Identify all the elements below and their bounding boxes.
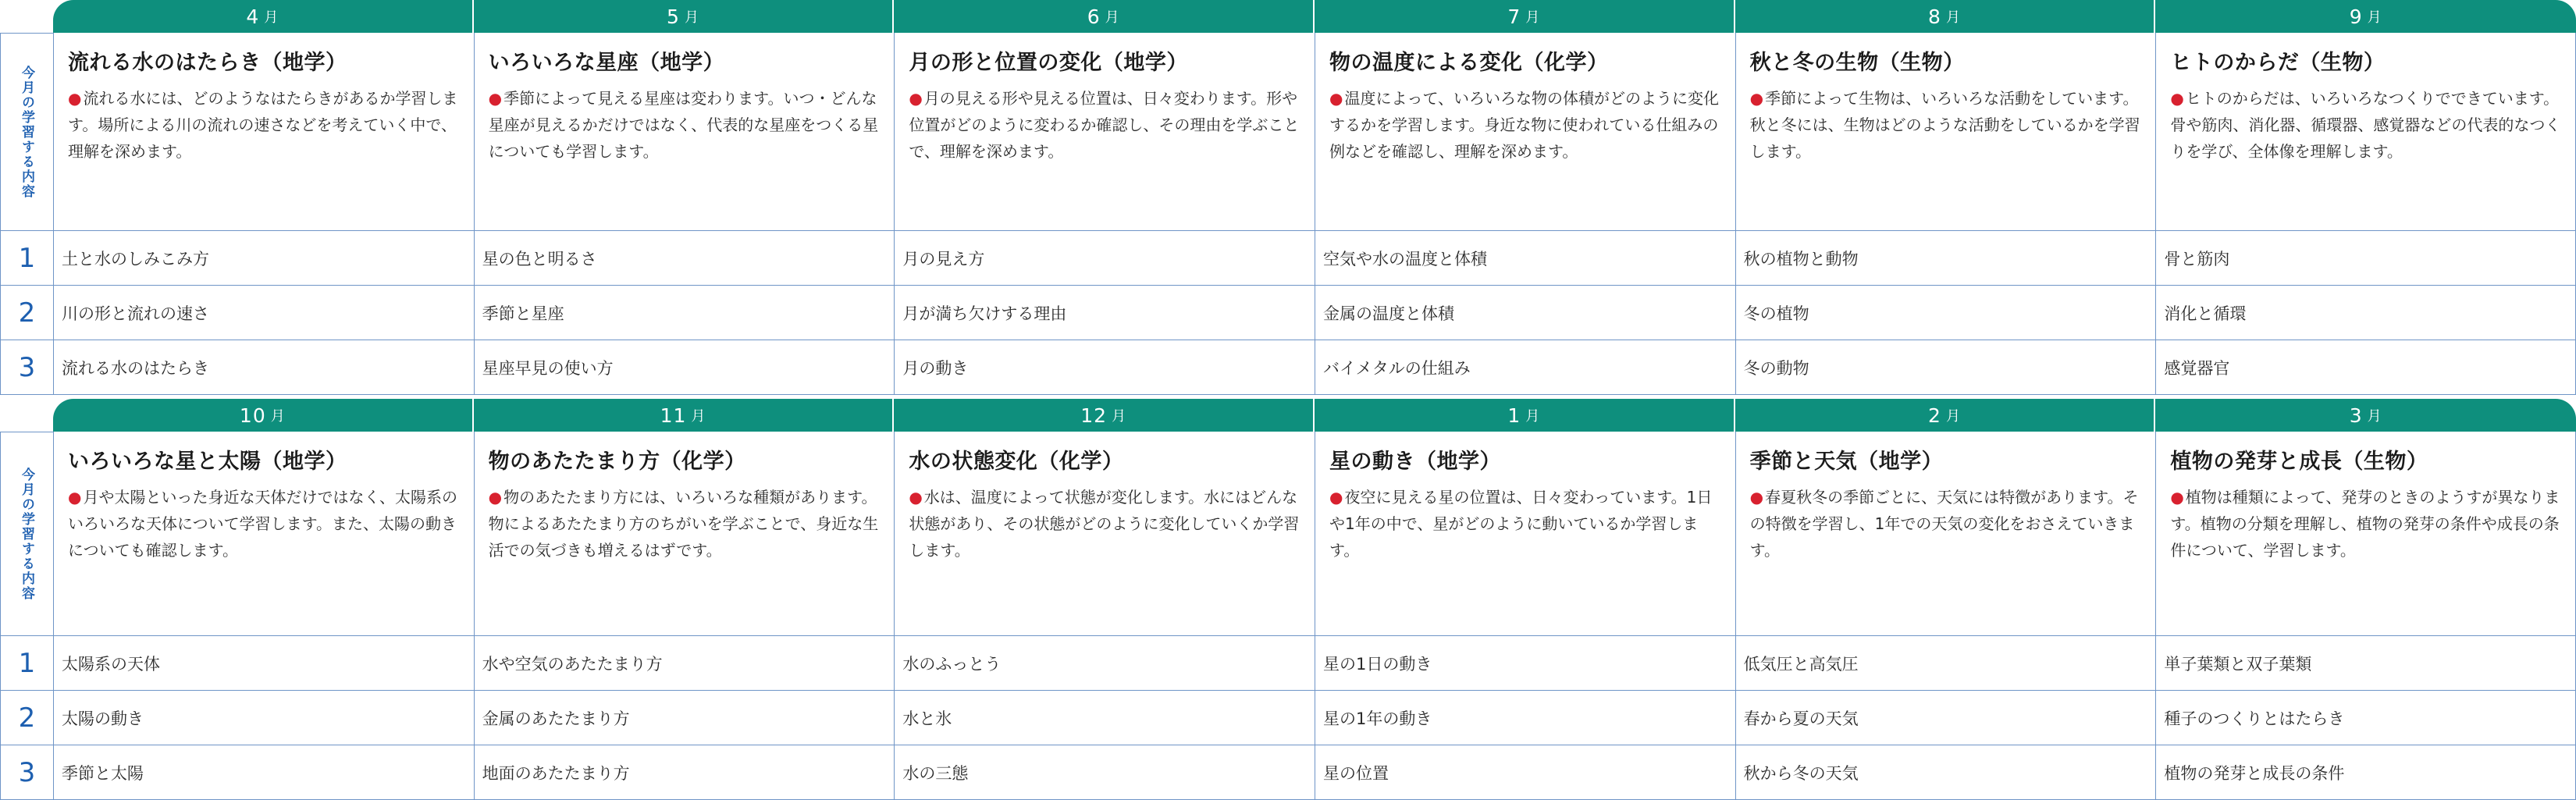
topic-row-3 xyxy=(53,340,2576,395)
topic-row-1 xyxy=(53,636,2576,691)
unit-text: 植物は種類によって、発芽のときのようすが異なります。植物の分類を理解し、植物の発芽の条件や成長の条件について、学習します。 xyxy=(2170,488,2560,560)
unit-description xyxy=(1315,432,1735,636)
topic-item: 春から夏の天気 xyxy=(1735,691,2156,745)
unit-text: 季節によって生物は、いろいろな活動をしています。秋と冬には、生物はどのような活動をしているかを学習します。 xyxy=(1749,89,2140,161)
unit-text: 流れる水には、どのようなはたらきがあるか学習します。場所による川の流れの速さなどを考えていく中で、理解を深めます。 xyxy=(68,89,458,161)
row-number: 1 xyxy=(0,231,53,286)
topic-item: 月の見え方 xyxy=(894,231,1315,286)
unit-description xyxy=(1315,33,1735,231)
month-header-row xyxy=(53,0,2576,33)
unit-title: いろいろな星と太陽（地学） xyxy=(68,450,347,474)
unit-title: 物のあたたまり方（化学） xyxy=(488,450,746,474)
month-header: 9 月 xyxy=(2349,5,2382,28)
unit-title: 季節と天気（地学） xyxy=(1749,450,1944,474)
description-row xyxy=(53,432,2576,636)
month-header: 5 月 xyxy=(474,0,895,33)
bullet-icon: ● xyxy=(68,89,82,108)
unit-description xyxy=(474,432,895,636)
topic-item: 川の形と流れの速さ xyxy=(53,286,474,340)
schedule-block-second-half xyxy=(0,399,2576,800)
topic-item: 秋の植物と動物 xyxy=(1735,231,2156,286)
topic-item: 骨と筋肉 xyxy=(2155,231,2576,286)
unit-text: ヒトのからだは、いろいろなつくりでできています。骨や筋肉、消化器、循環器、感覚器などの代表的なつくりを学び、全体像を理解します。 xyxy=(2170,89,2561,161)
row-number: 2 xyxy=(0,286,53,340)
topic-item: 星の1日の動き xyxy=(1315,636,1735,691)
topic-item: 星の色と明るさ xyxy=(474,231,895,286)
topic-item: 月の動き xyxy=(894,340,1315,395)
topic-item: 感覚器官 xyxy=(2155,340,2576,395)
bullet-icon: ● xyxy=(2170,488,2184,507)
unit-text: 水は、温度によって状態が変化します。水にはどんな状態があり、その状態がどのように変化していくか学習します。 xyxy=(909,488,1300,560)
month-header: 11 月 xyxy=(474,399,895,432)
unit-description xyxy=(1735,432,2156,636)
bullet-icon: ● xyxy=(2170,89,2184,108)
description-row xyxy=(53,33,2576,231)
bullet-icon: ● xyxy=(1749,89,1764,108)
row-number: 3 xyxy=(0,340,53,395)
topic-item: 水のふっとう xyxy=(894,636,1315,691)
topic-item: 種子のつくりとはたらき xyxy=(2155,691,2576,745)
unit-description xyxy=(53,432,474,636)
bullet-icon: ● xyxy=(909,488,923,507)
topic-item: 星の1年の動き xyxy=(1315,691,1735,745)
month-header: 8 月 xyxy=(1735,0,2156,33)
unit-title: 水の状態変化（化学） xyxy=(909,450,1124,474)
unit-description xyxy=(53,33,474,231)
topic-row-2 xyxy=(53,691,2576,745)
topic-item: 金属のあたたまり方 xyxy=(474,691,895,745)
topic-item: 空気や水の温度と体積 xyxy=(1315,231,1735,286)
unit-text: 春夏秋冬の季節ごとに、天気には特徴があります。その特徴を学習し、1年での天気の変化をおさえていきます。 xyxy=(1749,488,2139,560)
month-header: 4 月 xyxy=(53,0,474,33)
topic-item: 星の位置 xyxy=(1315,745,1735,800)
topic-item: 冬の植物 xyxy=(1735,286,2156,340)
topic-item: 月が満ち欠けする理由 xyxy=(894,286,1315,340)
topic-item: 水や空気のあたたまり方 xyxy=(474,636,895,691)
month-header: 10 月 xyxy=(53,399,474,432)
topic-item: 太陽系の天体 xyxy=(53,636,474,691)
topic-item: 星座早見の使い方 xyxy=(474,340,895,395)
month-header: 1 月 xyxy=(1315,399,1735,432)
unit-title: 流れる水のはたらき（地学） xyxy=(68,51,347,75)
bullet-icon: ● xyxy=(909,89,923,108)
bullet-icon: ● xyxy=(1329,89,1343,108)
unit-description xyxy=(894,33,1315,231)
topic-item: 秋から冬の天気 xyxy=(1735,745,2156,800)
side-label: 今月の学習する内容 xyxy=(0,432,53,636)
month-header: 7 月 xyxy=(1315,0,1735,33)
unit-description xyxy=(474,33,895,231)
unit-description xyxy=(2155,432,2576,636)
topic-item: 季節と星座 xyxy=(474,286,895,340)
topic-item: 水と氷 xyxy=(894,691,1315,745)
unit-title: 月の形と位置の変化（地学） xyxy=(909,51,1188,75)
unit-title: 植物の発芽と成長（生物） xyxy=(2170,450,2428,474)
bullet-icon: ● xyxy=(1749,488,1764,507)
row-number: 2 xyxy=(0,691,53,745)
topic-item: 土と水のしみこみ方 xyxy=(53,231,474,286)
topic-item: バイメタルの仕組み xyxy=(1315,340,1735,395)
unit-text: 温度によって、いろいろな物の体積がどのように変化するかを学習します。身近な物に使われている仕組みの例などを確認し、理解を深めます。 xyxy=(1329,89,1720,161)
topic-item: 植物の発芽と成長の条件 xyxy=(2155,745,2576,800)
unit-title: 物の温度による変化（化学） xyxy=(1329,51,1609,75)
topic-item: 金属の温度と体積 xyxy=(1315,286,1735,340)
unit-text: 物のあたたまり方には、いろいろな種類があります。物によるあたたまり方のちがいを学ぶことで、身近な生活での気づきも増えるはずです。 xyxy=(488,488,879,560)
topic-item: 消化と循環 xyxy=(2155,286,2576,340)
schedule-block-first-half xyxy=(0,0,2576,396)
topic-item: 地面のあたたまり方 xyxy=(474,745,895,800)
unit-title: 星の動き（地学） xyxy=(1329,450,1501,474)
bullet-icon: ● xyxy=(1329,488,1343,507)
month-header: 3 月 xyxy=(2349,404,2382,427)
topic-row-2 xyxy=(53,286,2576,340)
row-number: 1 xyxy=(0,636,53,691)
topic-item: 冬の動物 xyxy=(1735,340,2156,395)
unit-title: いろいろな星座（地学） xyxy=(488,51,725,75)
month-header: 12 月 xyxy=(894,399,1315,432)
bullet-icon: ● xyxy=(68,488,82,507)
topic-item: 季節と太陽 xyxy=(53,745,474,800)
topic-item: 低気圧と高気圧 xyxy=(1735,636,2156,691)
unit-text: 夜空に見える星の位置は、日々変わっています。1日や1年の中で、星がどのように動いているか学習します。 xyxy=(1329,488,1713,560)
topic-item: 単子葉類と双子葉類 xyxy=(2155,636,2576,691)
bullet-icon: ● xyxy=(488,488,503,507)
topic-row-3 xyxy=(53,745,2576,800)
side-label: 今月の学習する内容 xyxy=(0,33,53,231)
unit-description xyxy=(2155,33,2576,231)
unit-title: 秋と冬の生物（生物） xyxy=(1749,51,1965,75)
topic-row-1 xyxy=(53,231,2576,286)
month-header: 6 月 xyxy=(894,0,1315,33)
month-header-row xyxy=(53,399,2576,432)
topic-item: 流れる水のはたらき xyxy=(53,340,474,395)
unit-title: ヒトのからだ（生物） xyxy=(2170,51,2386,75)
unit-description xyxy=(1735,33,2156,231)
unit-text: 月の見える形や見える位置は、日々変わります。形や位置がどのように変わるか確認し、その理由を学ぶことで、理解を深めます。 xyxy=(909,89,1300,161)
unit-description xyxy=(894,432,1315,636)
month-header: 2 月 xyxy=(1735,399,2156,432)
topic-item: 水の三態 xyxy=(894,745,1315,800)
unit-text: 季節によって見える星座は変わります。いつ・どんな星座が見えるかだけではなく、代表的な星座をつくる星についても学習します。 xyxy=(488,89,879,161)
bullet-icon: ● xyxy=(488,89,503,108)
unit-text: 月や太陽といった身近な天体だけではなく、太陽系のいろいろな天体について学習します。また、太陽の動きについても確認します。 xyxy=(68,488,458,560)
topic-item: 太陽の動き xyxy=(53,691,474,745)
row-number: 3 xyxy=(0,745,53,800)
